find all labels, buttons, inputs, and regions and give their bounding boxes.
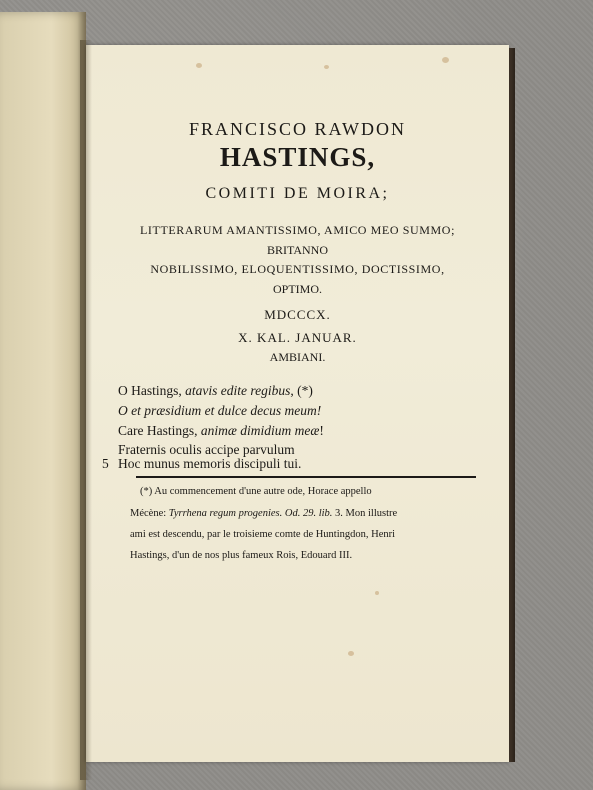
verse-text: Care Hastings, bbox=[118, 423, 201, 438]
dedication-date: X. KAL. JANUAR. bbox=[238, 330, 357, 345]
footnote-line bbox=[130, 508, 397, 519]
verse-italic: atavis edite regibus bbox=[185, 383, 291, 398]
verse-line: O et præsidium et dulce decus meum! bbox=[118, 403, 322, 418]
dedication-line: BRITANNO bbox=[266, 243, 329, 257]
foxing-spot bbox=[375, 591, 379, 595]
foxing-spot bbox=[324, 65, 329, 69]
verse-text: , (*) bbox=[290, 383, 313, 398]
footnote-line: Hastings, d'un de nos plus fameux Rois, Edouard III. bbox=[130, 550, 353, 561]
footnote-rule bbox=[136, 476, 476, 478]
verse-line: Hoc munus memoris discipuli tui. bbox=[118, 456, 302, 471]
verse-line: Fraternis oculis accipe parvulum bbox=[118, 442, 295, 457]
footnote-text: Mécène: bbox=[130, 508, 169, 519]
dedication-line: OPTIMO. bbox=[272, 282, 322, 296]
dedicatee-name: FRANCISCO RAWDON bbox=[188, 119, 407, 139]
dedicatee-surname: HASTINGS, bbox=[219, 142, 376, 172]
dedication-line: LITTERARUM AMANTISSIMO, AMICO MEO SUMMO; bbox=[139, 223, 456, 237]
footnote-line: ami est descendu, par le troisieme comte de Huntingdon, Henri bbox=[130, 529, 396, 540]
verse-text: ! bbox=[319, 423, 324, 438]
book-page bbox=[86, 45, 509, 762]
foxing-spot bbox=[348, 651, 354, 656]
foxing-spot bbox=[196, 63, 202, 68]
verse-line bbox=[118, 423, 324, 439]
foxing-spot bbox=[442, 57, 449, 63]
footnote-text: 3. Mon illustre bbox=[332, 508, 398, 519]
dedication-year: MDCCCX. bbox=[264, 307, 331, 322]
dedication-place: AMBIANI. bbox=[269, 350, 326, 364]
dedicatee-title: COMITI DE MOIRA; bbox=[205, 185, 390, 202]
dedication-line: NOBILISSIMO, ELOQUENTISSIMO, DOCTISSIMO, bbox=[150, 262, 445, 276]
footnote-line: (*) Au commencement d'une autre ode, Horace appello bbox=[140, 486, 372, 497]
spine-shadow bbox=[80, 40, 92, 780]
line-number: 5 bbox=[102, 456, 109, 471]
verse-italic: animæ dimidium meæ bbox=[200, 423, 320, 438]
facing-page bbox=[0, 12, 86, 790]
verse-text: O Hastings, bbox=[118, 383, 186, 398]
verse-line bbox=[118, 383, 313, 399]
footnote-italic: Tyrrhena regum progenies. Od. 29. lib. bbox=[168, 508, 333, 519]
